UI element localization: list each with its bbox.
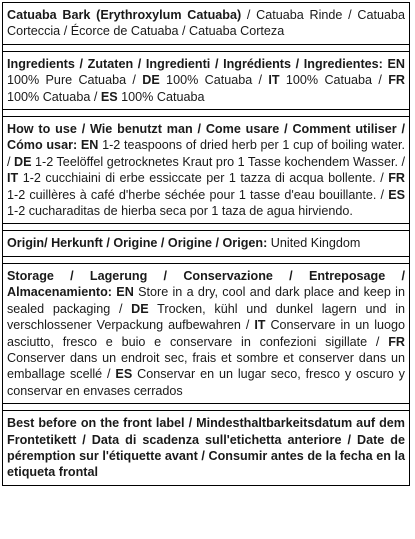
section-divider [3,403,409,410]
storage-section [3,263,409,403]
lang-code: EN [387,56,405,71]
ingredient-text: 100% Catuaba / [159,73,269,88]
ingredients-section [3,51,409,109]
lang-code: DE [14,154,32,169]
lang-code: ES [388,187,405,202]
lang-code: FR [388,171,405,186]
section-divider [3,44,409,51]
usage-heading: How to use / Wie benutzt man / Come usare / Comment utiliser / Cómo usar: [7,122,405,153]
usage-text: 1-2 cuillères à café d'herbe séchée pour 1 tasse d'eau bouillante. / [7,187,389,202]
product-label-table [2,2,410,486]
section-divider [3,109,409,116]
product-name-section [3,3,409,44]
storage-text: Trocken, kühl und dunkel lagern und in verschlossener Verpackung aufbewahren / [7,301,405,333]
usage-text: 1-2 Teelöffel getrocknetes Kraut pro 1 Tasse kochendem Wasser. / [31,154,405,169]
lang-code: DE [131,301,149,316]
usage-text: 1-2 cucharaditas de hierba seca por 1 taza de agua hirviendo. [7,204,353,219]
storage-text: Conservare in un luogo asciutto, fresco e buio e conservare in confezioni sigillate / [7,318,406,349]
lang-code: EN [116,285,134,300]
ingredient-text: 100% Pure Catuaba / [7,73,143,88]
usage-text: 1-2 teaspoons of dried herb per 1 cup of boiling water. / [7,138,406,169]
usage-text: 1-2 cucchiaini di erbe essiccate per 1 tazza di acqua bollente. / [18,171,389,186]
origin-value: United Kingdom [267,236,361,251]
product-name-title: Catuaba Bark (Erythroxylum Catuaba) [7,8,242,22]
lang-code: FR [388,334,405,349]
lang-code: IT [7,171,19,186]
lang-code: DE [142,73,160,88]
ingredient-text: 100% Catuaba / [279,73,389,88]
best-before-text: Best before on the front label / Mindesthaltbarkeitsdatum auf dem Frontetikett / Data di scadenza sull'etichetta anteriore / Date de péremption sur l'étiquette avant / Consumir antes de la fecha en la etiqueta frontal [7,416,405,480]
storage-text: Conservar en un lugar seco, fresco y oscuro y conservar en envases cerrados [7,367,405,398]
lang-code: FR [388,73,406,88]
ingredient-text: 100% Catuaba [117,89,205,104]
origin-heading: Origin/ Herkunft / Origine / Origine / Origen: [7,236,268,251]
lang-code: IT [268,73,280,88]
product-name-translations: / Catuaba Rinde / Catuaba Corteccia / Écorce de Catuaba / Catuaba Corteza [7,8,405,39]
section-divider [3,223,409,230]
storage-heading: Storage / Lagerung / Conservazione / Entreposage / Almacenamiento: [7,268,405,300]
ingredient-text: 100% Catuaba / [7,89,101,104]
lang-code: EN [80,138,99,153]
storage-text: Conserver dans un endroit sec, frais et sombre et conserver dans un emballage scellé / [7,350,405,382]
best-before-section [3,410,409,485]
lang-code: ES [115,367,133,382]
lang-code: IT [254,318,266,333]
section-divider [3,256,409,263]
lang-code: ES [100,89,118,104]
ingredients-heading: Ingredients / Zutaten / Ingredienti / Ingrédients / Ingredientes: [7,56,383,71]
storage-text: Store in a dry, cool and dark place and keep in sealed packaging / [7,285,405,316]
origin-section [3,230,409,255]
usage-section [3,116,409,223]
